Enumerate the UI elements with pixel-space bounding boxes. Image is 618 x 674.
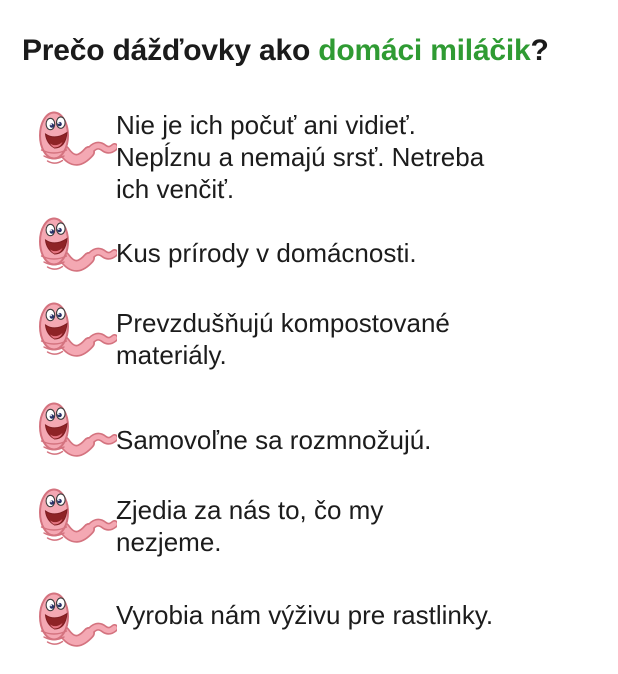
earthworm-icon [37, 591, 117, 651]
list-item-text [116, 237, 417, 269]
earthworm-icon [37, 301, 117, 361]
list-item-text [116, 599, 493, 631]
earthworm-icon [37, 110, 117, 170]
earthworm-icon [37, 487, 117, 547]
text-line: ich venčiť. [116, 174, 235, 204]
text-line: Zjedia za nás to, čo my [116, 495, 384, 525]
text-line: Nie je ich počuť ani vidieť. [116, 110, 416, 140]
text-line: Prevzdušňujú kompostované [116, 308, 450, 338]
text-line: Vyrobia nám výživu pre rastlinky. [116, 600, 494, 630]
list-item-text [116, 424, 431, 456]
earthworm-icon [37, 216, 117, 276]
text-line: Kus prírody v domácnosti. [116, 238, 417, 268]
text-line: Samovoľne sa rozmnožujú. [116, 425, 432, 455]
text-line: nezjeme. [116, 527, 222, 557]
title-highlight: domáci miláčik [318, 34, 531, 67]
text-line: materiály. [116, 340, 227, 370]
earthworm-icon [37, 401, 117, 461]
page-title [22, 33, 549, 69]
title-prefix: Prečo dážďovky ako [22, 34, 319, 67]
list-item-text [116, 109, 484, 205]
list-item-text [116, 307, 450, 371]
text-line: Nepĺznu a nemajú srsť. Netreba [116, 142, 485, 172]
list-item-text [116, 494, 383, 558]
title-question-mark: ? [530, 34, 549, 67]
